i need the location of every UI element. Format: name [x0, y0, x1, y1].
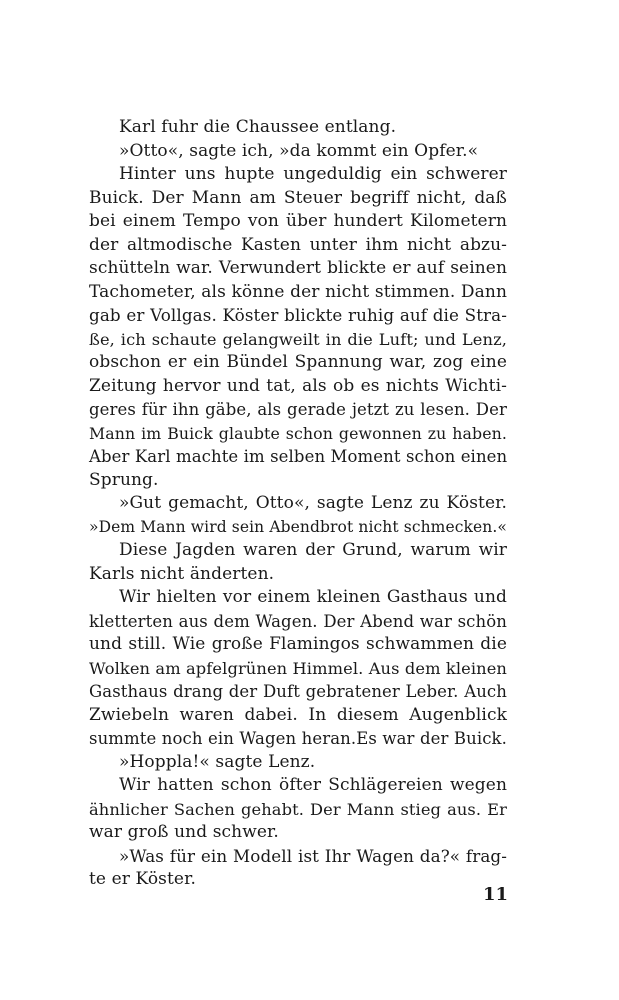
body-text: [89, 116, 507, 892]
text-line: Mann im Buick glaubte schon gewonnen zu haben.: [89, 423, 507, 443]
text-line: Karls nicht änderten.: [89, 563, 275, 584]
text-line: Wir hatten schon öfter Schlägereien wegen: [119, 775, 507, 795]
text-line: und still. Wie große Flamingos schwammen die: [89, 634, 507, 654]
text-line: Tachometer, als könne der nicht stimmen. Dann: [89, 281, 507, 302]
text-line: Gasthaus drang der Duft gebratener Leber. Auch: [89, 682, 507, 701]
text-line: Diese Jagden waren der Grund, warum wir: [119, 540, 507, 560]
text-line: ähnlicher Sachen gehabt. Der Mann stieg aus. Er: [89, 799, 507, 819]
text-line: der altmodische Kasten unter ihm nicht abzu-: [89, 234, 507, 255]
text-line: Karl fuhr die Chaussee entlang.: [119, 117, 397, 137]
text-line: obschon er ein Bündel Spannung war, zog eine: [89, 352, 507, 372]
text-line: summte noch ein Wagen heran.Es war der Buick.: [89, 729, 507, 748]
text-line: Wir hielten vor einem kleinen Gasthaus und: [119, 587, 507, 607]
text-line: gab er Vollgas. Köster blickte ruhig auf die Stra-: [89, 305, 507, 325]
text-line: kletterten aus dem Wagen. Der Abend war schön: [89, 611, 507, 631]
text-line: geres für ihn gäbe, als gerade jetzt zu lesen. Der: [89, 400, 507, 419]
page-number: 11: [482, 884, 508, 905]
text-line: Zeitung hervor und tat, als ob es nichts Wichti-: [89, 375, 507, 396]
text-line: Aber Karl machte im selben Moment schon einen: [89, 447, 508, 466]
text-line: war groß und schwer.: [89, 822, 279, 842]
text-line: bei einem Tempo von über hundert Kilometern: [89, 211, 507, 231]
text-line: te er Köster.: [89, 869, 196, 889]
text-line: Wolken am apfelgrünen Himmel. Aus dem kleinen: [89, 658, 507, 678]
text-line: »Otto«, sagte ich, »da kommt ein Opfer.«: [119, 140, 479, 161]
text-line: Hinter uns hupte ungeduldig ein schwerer: [119, 164, 507, 184]
text-line: Buick. Der Mann am Steuer begriff nicht, daß: [89, 187, 507, 208]
text-line: »Gut gemacht, Otto«, sagte Lenz zu Köster.: [119, 493, 507, 513]
text-line: »Dem Mann wird sein Abendbrot nicht schmecken.«: [89, 517, 507, 536]
text-line: »Was für ein Modell ist Ihr Wagen da?« frag-: [119, 845, 507, 866]
text-line: »Hoppla!« sagte Lenz.: [119, 751, 316, 772]
text-line: Sprung.: [89, 469, 159, 490]
text-line: ße, ich schaute gelangweilt in die Luft; und Lenz,: [89, 329, 507, 349]
text-line: schütteln war. Verwundert blickte er auf seinen: [89, 258, 507, 278]
text-line: Zwiebeln waren dabei. In diesem Augenblick: [89, 704, 507, 725]
